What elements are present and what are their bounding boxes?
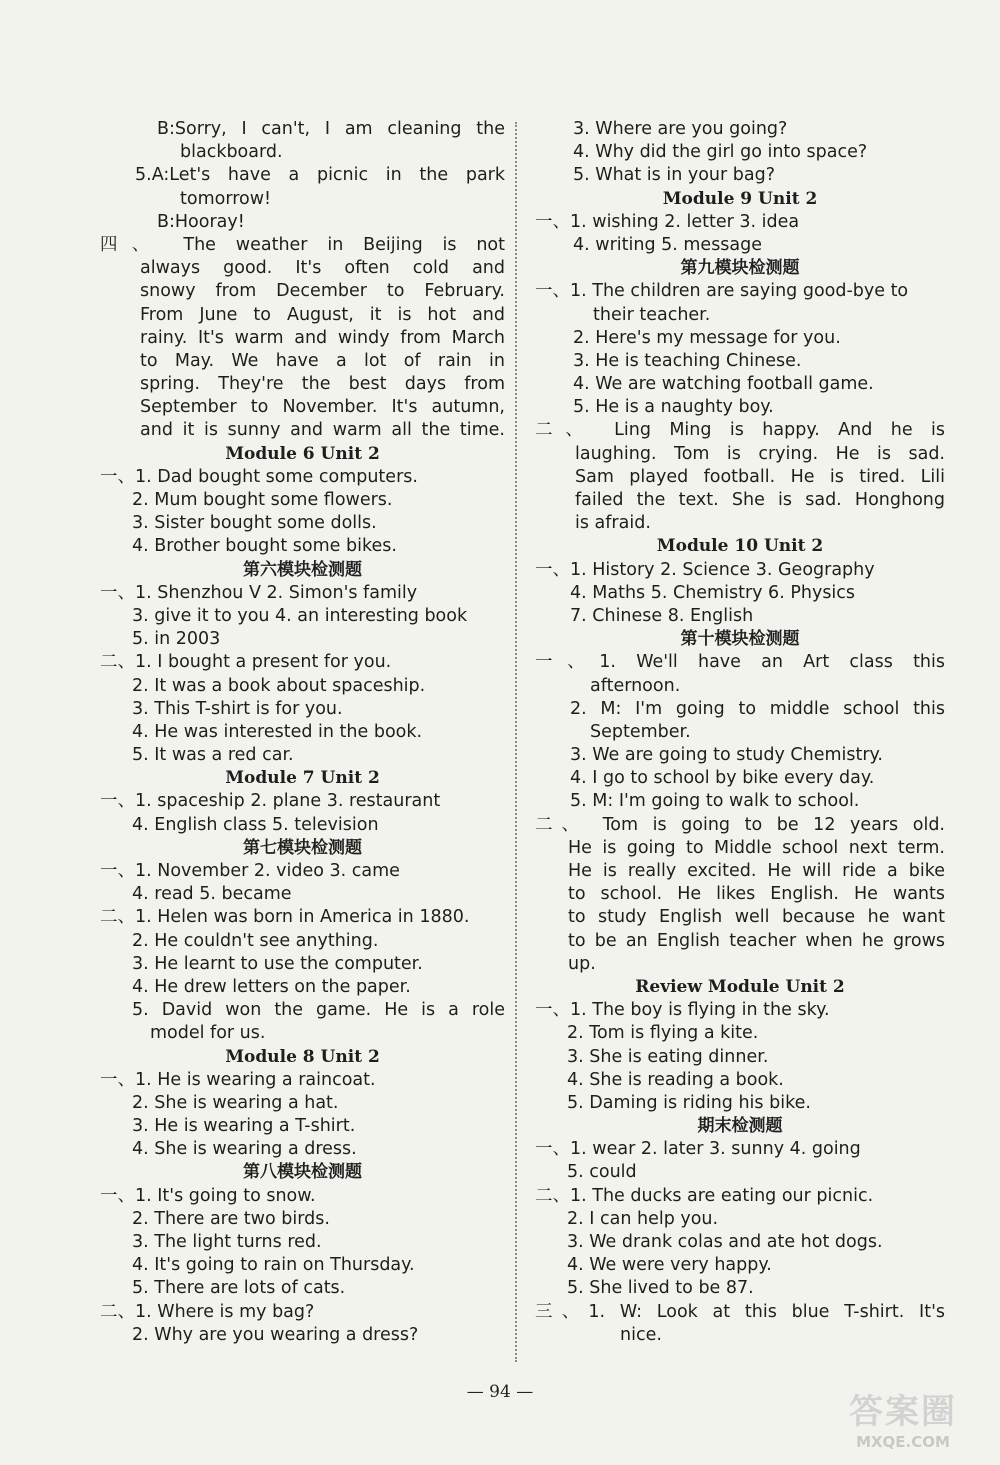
answer-line: 3. give it to you 4. an interesting book xyxy=(132,605,468,626)
answer-line: 四、 The weather in Beijing is not xyxy=(100,234,505,255)
section-heading: Module 7 Unit 2 xyxy=(225,768,380,789)
answer-line: 一、1. He is wearing a raincoat. xyxy=(100,1069,376,1090)
answer-line: 二、 Ling Ming is happy. And he is xyxy=(535,420,945,441)
section-heading: Review Module Unit 2 xyxy=(635,976,845,997)
answer-line: 2. Tom is flying a kite. xyxy=(567,1023,759,1044)
answer-line: 一、1. Dad bought some computers. xyxy=(100,466,418,487)
answer-line: 4. I go to school by bike every day. xyxy=(570,768,875,789)
answer-line: 一、1. wishing 2. letter 3. idea xyxy=(535,211,800,232)
answer-line: September. xyxy=(590,721,691,742)
answer-line: 一、1. wear 2. later 3. sunny 4. going xyxy=(535,1139,861,1160)
answer-line: 5. She lived to be 87. xyxy=(567,1278,754,1299)
answer-line: 7. Chinese 8. English xyxy=(570,605,754,626)
answer-line: 5.A:Let's have a picnic in the park xyxy=(135,165,505,186)
section-heading: Module 8 Unit 2 xyxy=(225,1046,380,1067)
watermark-logo xyxy=(828,1392,978,1456)
answer-line: 4. Why did the girl go into space? xyxy=(573,142,868,163)
answer-line: their teacher. xyxy=(593,304,711,325)
answer-line: 4. read 5. became xyxy=(132,884,292,905)
test-section-heading: 第六模块检测题 xyxy=(243,559,362,580)
answer-line: 2. There are two birds. xyxy=(132,1208,330,1229)
answer-line: 2. She is wearing a hat. xyxy=(132,1092,339,1113)
answer-line: and it is sunny and warm all the time. xyxy=(140,420,505,441)
section-heading: Module 6 Unit 2 xyxy=(225,443,380,464)
answer-line: 2. It was a book about spaceship. xyxy=(132,675,426,696)
answer-line: 2. Why are you wearing a dress? xyxy=(132,1324,419,1345)
answer-line: 4. We were very happy. xyxy=(567,1255,772,1276)
answer-line: 一、1. The boy is flying in the sky. xyxy=(535,1000,830,1021)
answer-line: 4. She is reading a book. xyxy=(567,1069,784,1090)
column-divider xyxy=(515,122,517,1362)
answer-line: 4. We are watching football game. xyxy=(573,374,874,395)
answer-line: 5. He is a naughty boy. xyxy=(573,397,774,418)
answer-line: He is really excited. He will ride a bike xyxy=(568,861,945,881)
answer-line: 2. Here's my message for you. xyxy=(573,327,841,348)
answer-line: to study English well because he want xyxy=(568,907,945,928)
answer-line: 2. I can help you. xyxy=(567,1208,719,1229)
answer-line: 3. He is wearing a T-shirt. xyxy=(132,1116,356,1137)
answer-line: to school. He likes English. He wants xyxy=(568,884,945,905)
answer-line: 3. Where are you going? xyxy=(573,119,788,139)
answer-line: 二、1. Helen was born in America in 1880. xyxy=(100,907,470,928)
answer-line: 5. M: I'm going to walk to school. xyxy=(570,791,860,812)
answer-line: 一、1. Shenzhou V 2. Simon's family xyxy=(100,582,418,603)
answer-line: 4. English class 5. television xyxy=(132,814,379,835)
answer-line: blackboard. xyxy=(180,142,283,163)
answer-line: tomorrow! xyxy=(180,188,272,209)
watermark-url: MXQE.COM xyxy=(856,1433,950,1451)
answer-line: 2. He couldn't see anything. xyxy=(132,930,379,951)
answer-line: rainy. It's warm and windy from March xyxy=(140,327,505,348)
answer-line: failed the text. She is sad. Honghong xyxy=(575,490,945,510)
answer-line: 二、1. The ducks are eating our picnic. xyxy=(535,1185,874,1206)
answer-line: 一、1. It's going to snow. xyxy=(100,1185,316,1206)
answer-line: 4. Brother bought some bikes. xyxy=(132,536,397,557)
test-section-heading: 第七模块检测题 xyxy=(243,837,362,858)
answer-line: 3. We are going to study Chemistry. xyxy=(570,745,883,766)
answer-line: 5. Daming is riding his bike. xyxy=(567,1092,811,1113)
answer-line: 一、1. spaceship 2. plane 3. restaurant xyxy=(100,791,441,812)
answer-line: 二、1. I bought a present for you. xyxy=(100,652,392,673)
answer-line: 5. in 2003 xyxy=(132,629,221,650)
answer-line: 4. He drew letters on the paper. xyxy=(132,976,411,997)
section-heading: Module 10 Unit 2 xyxy=(656,536,824,557)
answer-line: 3. This T-shirt is for you. xyxy=(132,698,343,719)
test-section-heading: 第九模块检测题 xyxy=(680,258,800,279)
answer-line: 3. We drank colas and ate hot dogs. xyxy=(567,1232,883,1252)
answer-line: 4. She is wearing a dress. xyxy=(132,1139,357,1160)
test-section-heading: 第八模块检测题 xyxy=(243,1162,362,1183)
section-heading: Module 9 Unit 2 xyxy=(662,188,818,209)
answer-line: 一、1. The children are saying good-bye to xyxy=(535,281,909,302)
answer-line: 5. What is in your bag? xyxy=(573,165,776,186)
answer-line: 5. David won the game. He is a role xyxy=(132,1000,505,1021)
answer-line: 3. He is teaching Chinese. xyxy=(573,350,802,371)
answer-line: He is going to Middle school next term. xyxy=(568,837,945,858)
answer-line: 一、1. We'll have an Art class this xyxy=(535,652,945,673)
test-section-heading: 第十模块检测题 xyxy=(680,629,800,650)
answer-line: 三、1. W: Look at this blue T-shirt. It's xyxy=(535,1301,945,1322)
answer-line: From June to August, it is hot and xyxy=(140,304,505,325)
answer-line: 5. There are lots of cats. xyxy=(132,1278,346,1299)
answer-line: September to November. It's autumn, xyxy=(140,397,505,418)
left-column xyxy=(100,118,505,1347)
answer-line: 4. It's going to rain on Thursday. xyxy=(132,1255,415,1276)
answer-line: 3. She is eating dinner. xyxy=(567,1046,769,1067)
answer-line: 2. Mum bought some flowers. xyxy=(132,490,393,510)
answer-line: to be an English teacher when he grows xyxy=(568,930,945,951)
answer-line: 3. The light turns red. xyxy=(132,1232,322,1252)
answer-line: 3. He learnt to use the computer. xyxy=(132,953,423,974)
answer-line: 2. M: I'm going to middle school this xyxy=(570,698,945,719)
page-number: — 94 — xyxy=(466,1382,534,1402)
answer-line: 4. Maths 5. Chemistry 6. Physics xyxy=(570,582,856,603)
answer-line: always good. It's often cold and xyxy=(140,258,505,279)
right-column xyxy=(535,118,945,1347)
answer-line: 一、1. History 2. Science 3. Geography xyxy=(535,559,875,580)
answer-line: 5. could xyxy=(567,1162,637,1183)
watermark-title: 答案圈 xyxy=(849,1392,957,1432)
answer-line: nice. xyxy=(620,1324,662,1345)
answer-line: 一、1. November 2. video 3. came xyxy=(100,861,400,881)
answer-line: 4. writing 5. message xyxy=(573,234,763,255)
answer-line: B:Sorry, I can't, I am cleaning the xyxy=(157,119,505,139)
answer-line: up. xyxy=(568,953,596,974)
answer-line: is afraid. xyxy=(575,513,651,534)
answer-line: Sam played football. He is tired. Lili xyxy=(575,466,945,487)
answer-line: afternoon. xyxy=(590,675,681,696)
answer-line: 3. Sister bought some dolls. xyxy=(132,513,377,534)
answer-line: 4. He was interested in the book. xyxy=(132,721,423,742)
answer-line: B:Hooray! xyxy=(157,211,245,232)
test-section-heading: 期末检测题 xyxy=(697,1116,783,1137)
answer-line: laughing. Tom is crying. He is sad. xyxy=(575,443,945,464)
answer-line: to May. We have a lot of rain in xyxy=(140,350,505,371)
answer-line: 5. It was a red car. xyxy=(132,745,294,766)
answer-line: 二、 Tom is going to be 12 years old. xyxy=(535,814,945,835)
answer-line: model for us. xyxy=(150,1023,266,1044)
answer-line: snowy from December to February. xyxy=(140,281,505,302)
answer-line: spring. They're the best days from xyxy=(140,374,505,395)
answer-line: 二、1. Where is my bag? xyxy=(100,1301,315,1322)
